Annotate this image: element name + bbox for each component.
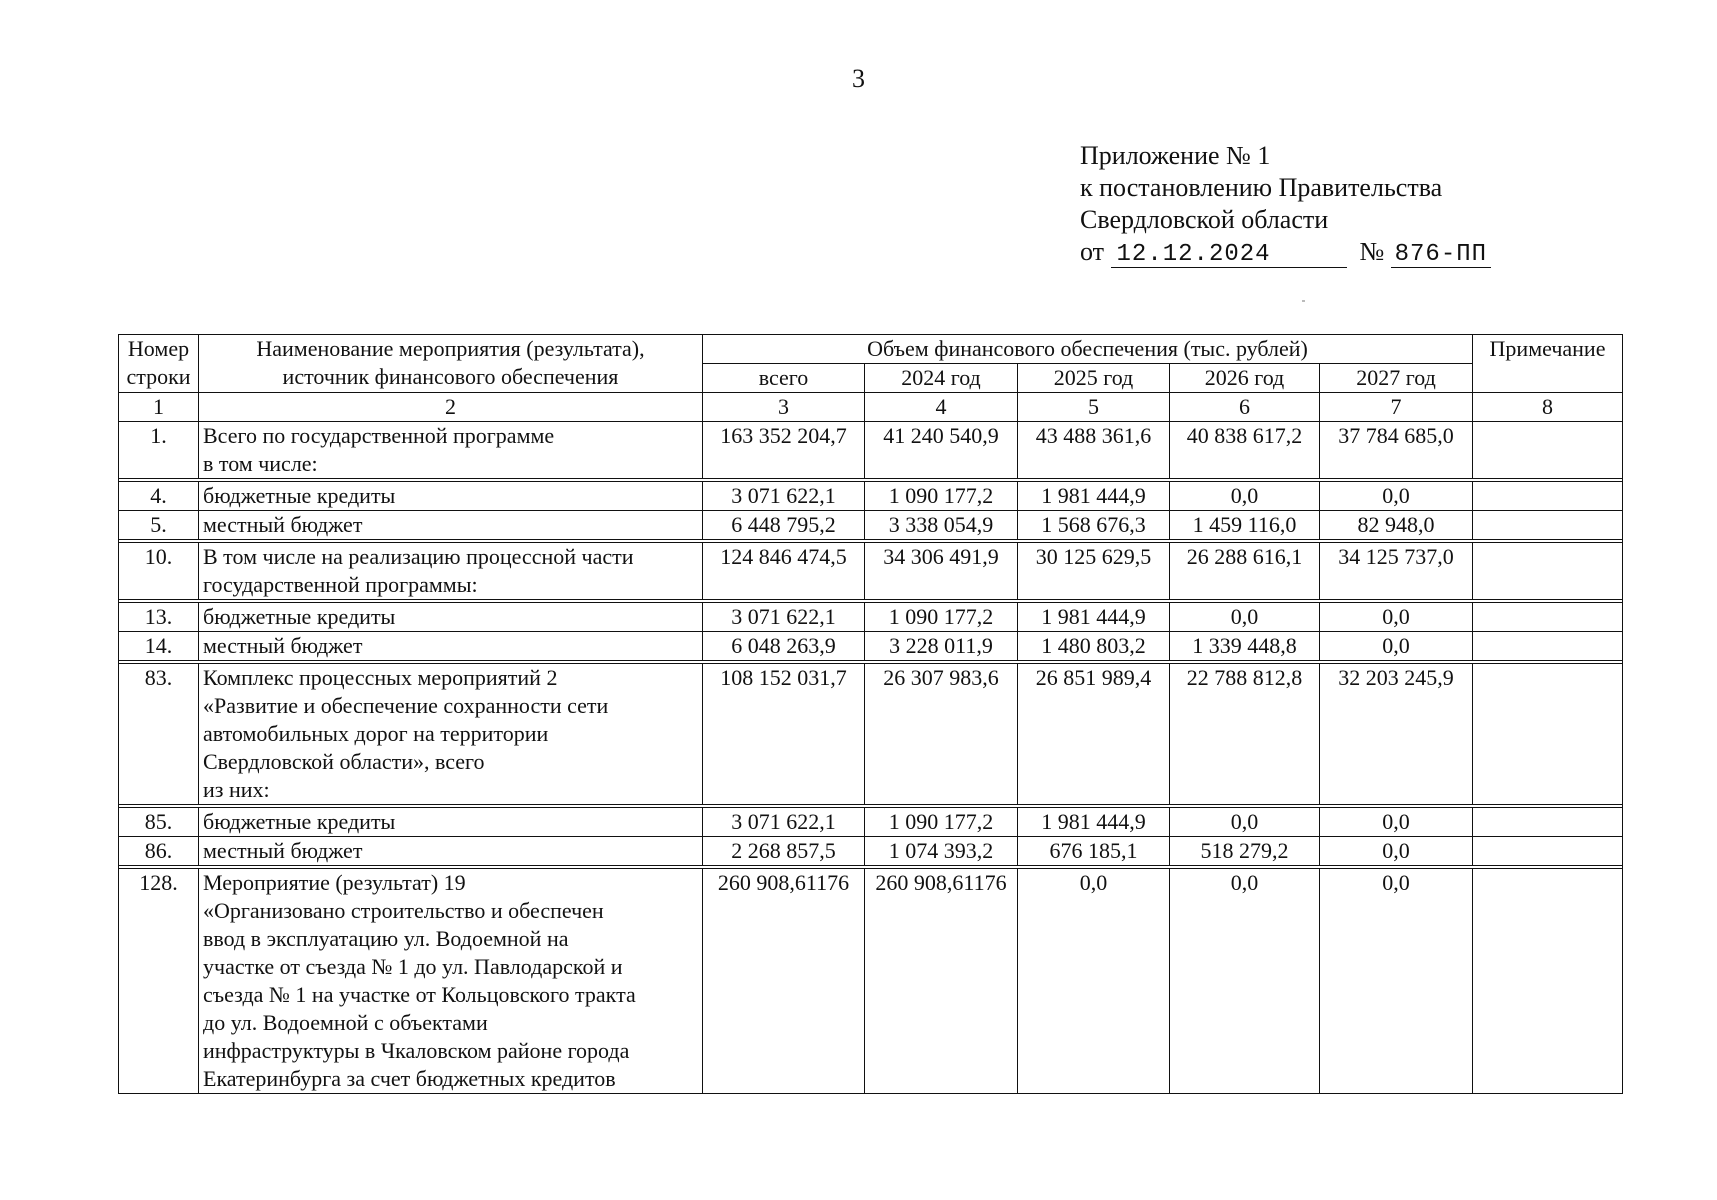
cell-2027: 32 203 245,9 — [1320, 664, 1473, 805]
cell-name — [199, 543, 703, 600]
cell-name — [199, 869, 703, 1094]
cell-name-line: ввод в эксплуатацию ул. Водоемной на — [203, 926, 569, 951]
cell-2026: 0,0 — [1170, 869, 1320, 1094]
cell-2024: 1 090 177,2 — [865, 808, 1018, 837]
cell-name — [199, 511, 703, 540]
cell-name-line: «Развитие и обеспечение сохранности сети — [203, 693, 609, 718]
appendix-title: Приложение № 1 — [1080, 141, 1271, 170]
cell-note — [1473, 422, 1623, 479]
cell-row-number: 14. — [119, 632, 199, 661]
table-row — [119, 837, 1623, 866]
cell-name-line: государственной программы: — [203, 572, 478, 597]
cell-name-line: до ул. Водоемной с объектами — [203, 1010, 488, 1035]
cell-2025: 1 981 444,9 — [1018, 808, 1170, 837]
cell-note — [1473, 511, 1623, 540]
column-index-3: 3 — [703, 393, 865, 422]
cell-note — [1473, 603, 1623, 632]
appendix-block — [1080, 140, 1491, 268]
header-row-number — [119, 335, 199, 393]
cell-row-number: 86. — [119, 837, 199, 866]
appendix-line-resolution: к постановлению Правительства — [1080, 173, 1443, 202]
header-volume: Объем финансового обеспечения (тыс. рублей) — [703, 335, 1473, 364]
cell-2027: 0,0 — [1320, 482, 1473, 511]
table-row — [119, 422, 1623, 479]
cell-2026: 22 788 812,8 — [1170, 664, 1320, 805]
header-row-number-line2: строки — [126, 364, 191, 389]
cell-name-line: Мероприятие (результат) 19 — [203, 870, 466, 895]
table-row — [119, 603, 1623, 632]
financing-table — [118, 334, 1623, 1094]
cell-2024: 41 240 540,9 — [865, 422, 1018, 479]
table-row — [119, 808, 1623, 837]
cell-row-number: 4. — [119, 482, 199, 511]
cell-row-number: 1. — [119, 422, 199, 479]
cell-2024: 260 908,61176 — [865, 869, 1018, 1094]
appendix-date-line — [1080, 236, 1491, 268]
cell-2024: 3 338 054,9 — [865, 511, 1018, 540]
cell-note — [1473, 869, 1623, 1094]
page-number: 3 — [852, 64, 865, 93]
cell-total: 3 071 622,1 — [703, 808, 865, 837]
cell-name-line: местный бюджет — [203, 633, 363, 658]
header-name-line1: Наименование мероприятия (результата), — [256, 336, 645, 361]
cell-total: 124 846 474,5 — [703, 543, 865, 600]
header-name — [199, 335, 703, 393]
cell-name — [199, 808, 703, 837]
column-index-4: 4 — [865, 393, 1018, 422]
cell-note — [1473, 808, 1623, 837]
cell-2027: 0,0 — [1320, 632, 1473, 661]
header-2026: 2026 год — [1170, 364, 1320, 393]
cell-name-line: бюджетные кредиты — [203, 483, 396, 508]
appendix-line-region: Свердловской области — [1080, 205, 1329, 234]
table-row — [119, 511, 1623, 540]
cell-2025: 43 488 361,6 — [1018, 422, 1170, 479]
table-row — [119, 482, 1623, 511]
cell-2025: 1 981 444,9 — [1018, 482, 1170, 511]
resolution-date: 12.12.2024 — [1111, 243, 1347, 268]
cell-2027: 0,0 — [1320, 869, 1473, 1094]
column-index-5: 5 — [1018, 393, 1170, 422]
resolution-number: 876-ПП — [1391, 243, 1491, 268]
table-row — [119, 543, 1623, 600]
cell-2027: 37 784 685,0 — [1320, 422, 1473, 479]
header-2027: 2027 год — [1320, 364, 1473, 393]
cell-name-line: В том числе на реализацию процессной части — [203, 544, 634, 569]
cell-2024: 3 228 011,9 — [865, 632, 1018, 661]
column-index-8: 8 — [1473, 393, 1623, 422]
cell-2027: 0,0 — [1320, 837, 1473, 866]
cell-name-line: бюджетные кредиты — [203, 809, 396, 834]
cell-2027: 82 948,0 — [1320, 511, 1473, 540]
cell-row-number: 83. — [119, 664, 199, 805]
cell-2025: 26 851 989,4 — [1018, 664, 1170, 805]
cell-2024: 34 306 491,9 — [865, 543, 1018, 600]
cell-row-number: 128. — [119, 869, 199, 1094]
cell-name-line: участке от съезда № 1 до ул. Павлодарской и — [203, 954, 623, 979]
cell-name-line: автомобильных дорог на территории — [203, 721, 549, 746]
header-total: всего — [703, 364, 865, 393]
cell-name — [199, 603, 703, 632]
cell-row-number: 5. — [119, 511, 199, 540]
cell-2025: 676 185,1 — [1018, 837, 1170, 866]
column-index-6: 6 — [1170, 393, 1320, 422]
column-index-2: 2 — [199, 393, 703, 422]
date-prefix: от — [1080, 237, 1105, 266]
cell-name-line: Свердловской области», всего — [203, 749, 485, 774]
cell-name — [199, 422, 703, 479]
cell-name-line: местный бюджет — [203, 512, 363, 537]
cell-name — [199, 837, 703, 866]
cell-name-line: Комплекс процессных мероприятий 2 — [203, 665, 558, 690]
cell-2026: 518 279,2 — [1170, 837, 1320, 866]
cell-note — [1473, 664, 1623, 805]
cell-name — [199, 482, 703, 511]
cell-2026: 0,0 — [1170, 482, 1320, 511]
cell-name-line: съезда № 1 на участке от Кольцовского тракта — [203, 982, 636, 1007]
cell-total: 260 908,61176 — [703, 869, 865, 1094]
cell-total: 163 352 204,7 — [703, 422, 865, 479]
table-row — [119, 869, 1623, 1094]
cell-2027: 0,0 — [1320, 603, 1473, 632]
header-2024: 2024 год — [865, 364, 1018, 393]
cell-name — [199, 632, 703, 661]
cell-2026: 1 339 448,8 — [1170, 632, 1320, 661]
cell-name-line: «Организовано строительство и обеспечен — [203, 898, 604, 923]
cell-name-line: Всего по государственной программе — [203, 423, 555, 448]
cell-total: 108 152 031,7 — [703, 664, 865, 805]
cell-name-line: Екатеринбурга за счет бюджетных кредитов — [203, 1066, 616, 1091]
cell-row-number: 13. — [119, 603, 199, 632]
cell-row-number: 10. — [119, 543, 199, 600]
cell-2026: 26 288 616,1 — [1170, 543, 1320, 600]
cell-2025: 0,0 — [1018, 869, 1170, 1094]
cell-note — [1473, 632, 1623, 661]
cell-note — [1473, 482, 1623, 511]
cell-row-number: 85. — [119, 808, 199, 837]
header-row-1 — [119, 335, 1623, 364]
cell-name-line: из них: — [203, 777, 270, 802]
table-row — [119, 632, 1623, 661]
cell-name — [199, 664, 703, 805]
cell-name-line: в том числе: — [203, 451, 318, 476]
column-index-7: 7 — [1320, 393, 1473, 422]
header-note: Примечание — [1473, 335, 1623, 393]
cell-2025: 1 480 803,2 — [1018, 632, 1170, 661]
cell-2025: 1 568 676,3 — [1018, 511, 1170, 540]
cell-total: 6 448 795,2 — [703, 511, 865, 540]
header-row-number-line1: Номер — [127, 336, 190, 361]
number-sign: № — [1359, 237, 1385, 266]
cell-total: 3 071 622,1 — [703, 482, 865, 511]
cell-2024: 1 074 393,2 — [865, 837, 1018, 866]
cell-2026: 40 838 617,2 — [1170, 422, 1320, 479]
cell-2027: 34 125 737,0 — [1320, 543, 1473, 600]
table-row — [119, 664, 1623, 805]
column-index-1: 1 — [119, 393, 199, 422]
cell-note — [1473, 837, 1623, 866]
cell-2025: 30 125 629,5 — [1018, 543, 1170, 600]
header-2025: 2025 год — [1018, 364, 1170, 393]
cell-name-line: инфраструктуры в Чкаловском районе города — [203, 1038, 630, 1063]
cell-total: 2 268 857,5 — [703, 837, 865, 866]
scan-speck — [1302, 300, 1305, 302]
cell-name-line: бюджетные кредиты — [203, 604, 396, 629]
header-name-line2: источник финансового обеспечения — [282, 364, 619, 389]
cell-2025: 1 981 444,9 — [1018, 603, 1170, 632]
cell-2027: 0,0 — [1320, 808, 1473, 837]
cell-2024: 26 307 983,6 — [865, 664, 1018, 805]
cell-2024: 1 090 177,2 — [865, 603, 1018, 632]
cell-2026: 1 459 116,0 — [1170, 511, 1320, 540]
cell-note — [1473, 543, 1623, 600]
cell-2026: 0,0 — [1170, 808, 1320, 837]
cell-total: 3 071 622,1 — [703, 603, 865, 632]
cell-name-line: местный бюджет — [203, 838, 363, 863]
cell-2026: 0,0 — [1170, 603, 1320, 632]
column-index-row — [119, 393, 1623, 422]
cell-total: 6 048 263,9 — [703, 632, 865, 661]
cell-2024: 1 090 177,2 — [865, 482, 1018, 511]
